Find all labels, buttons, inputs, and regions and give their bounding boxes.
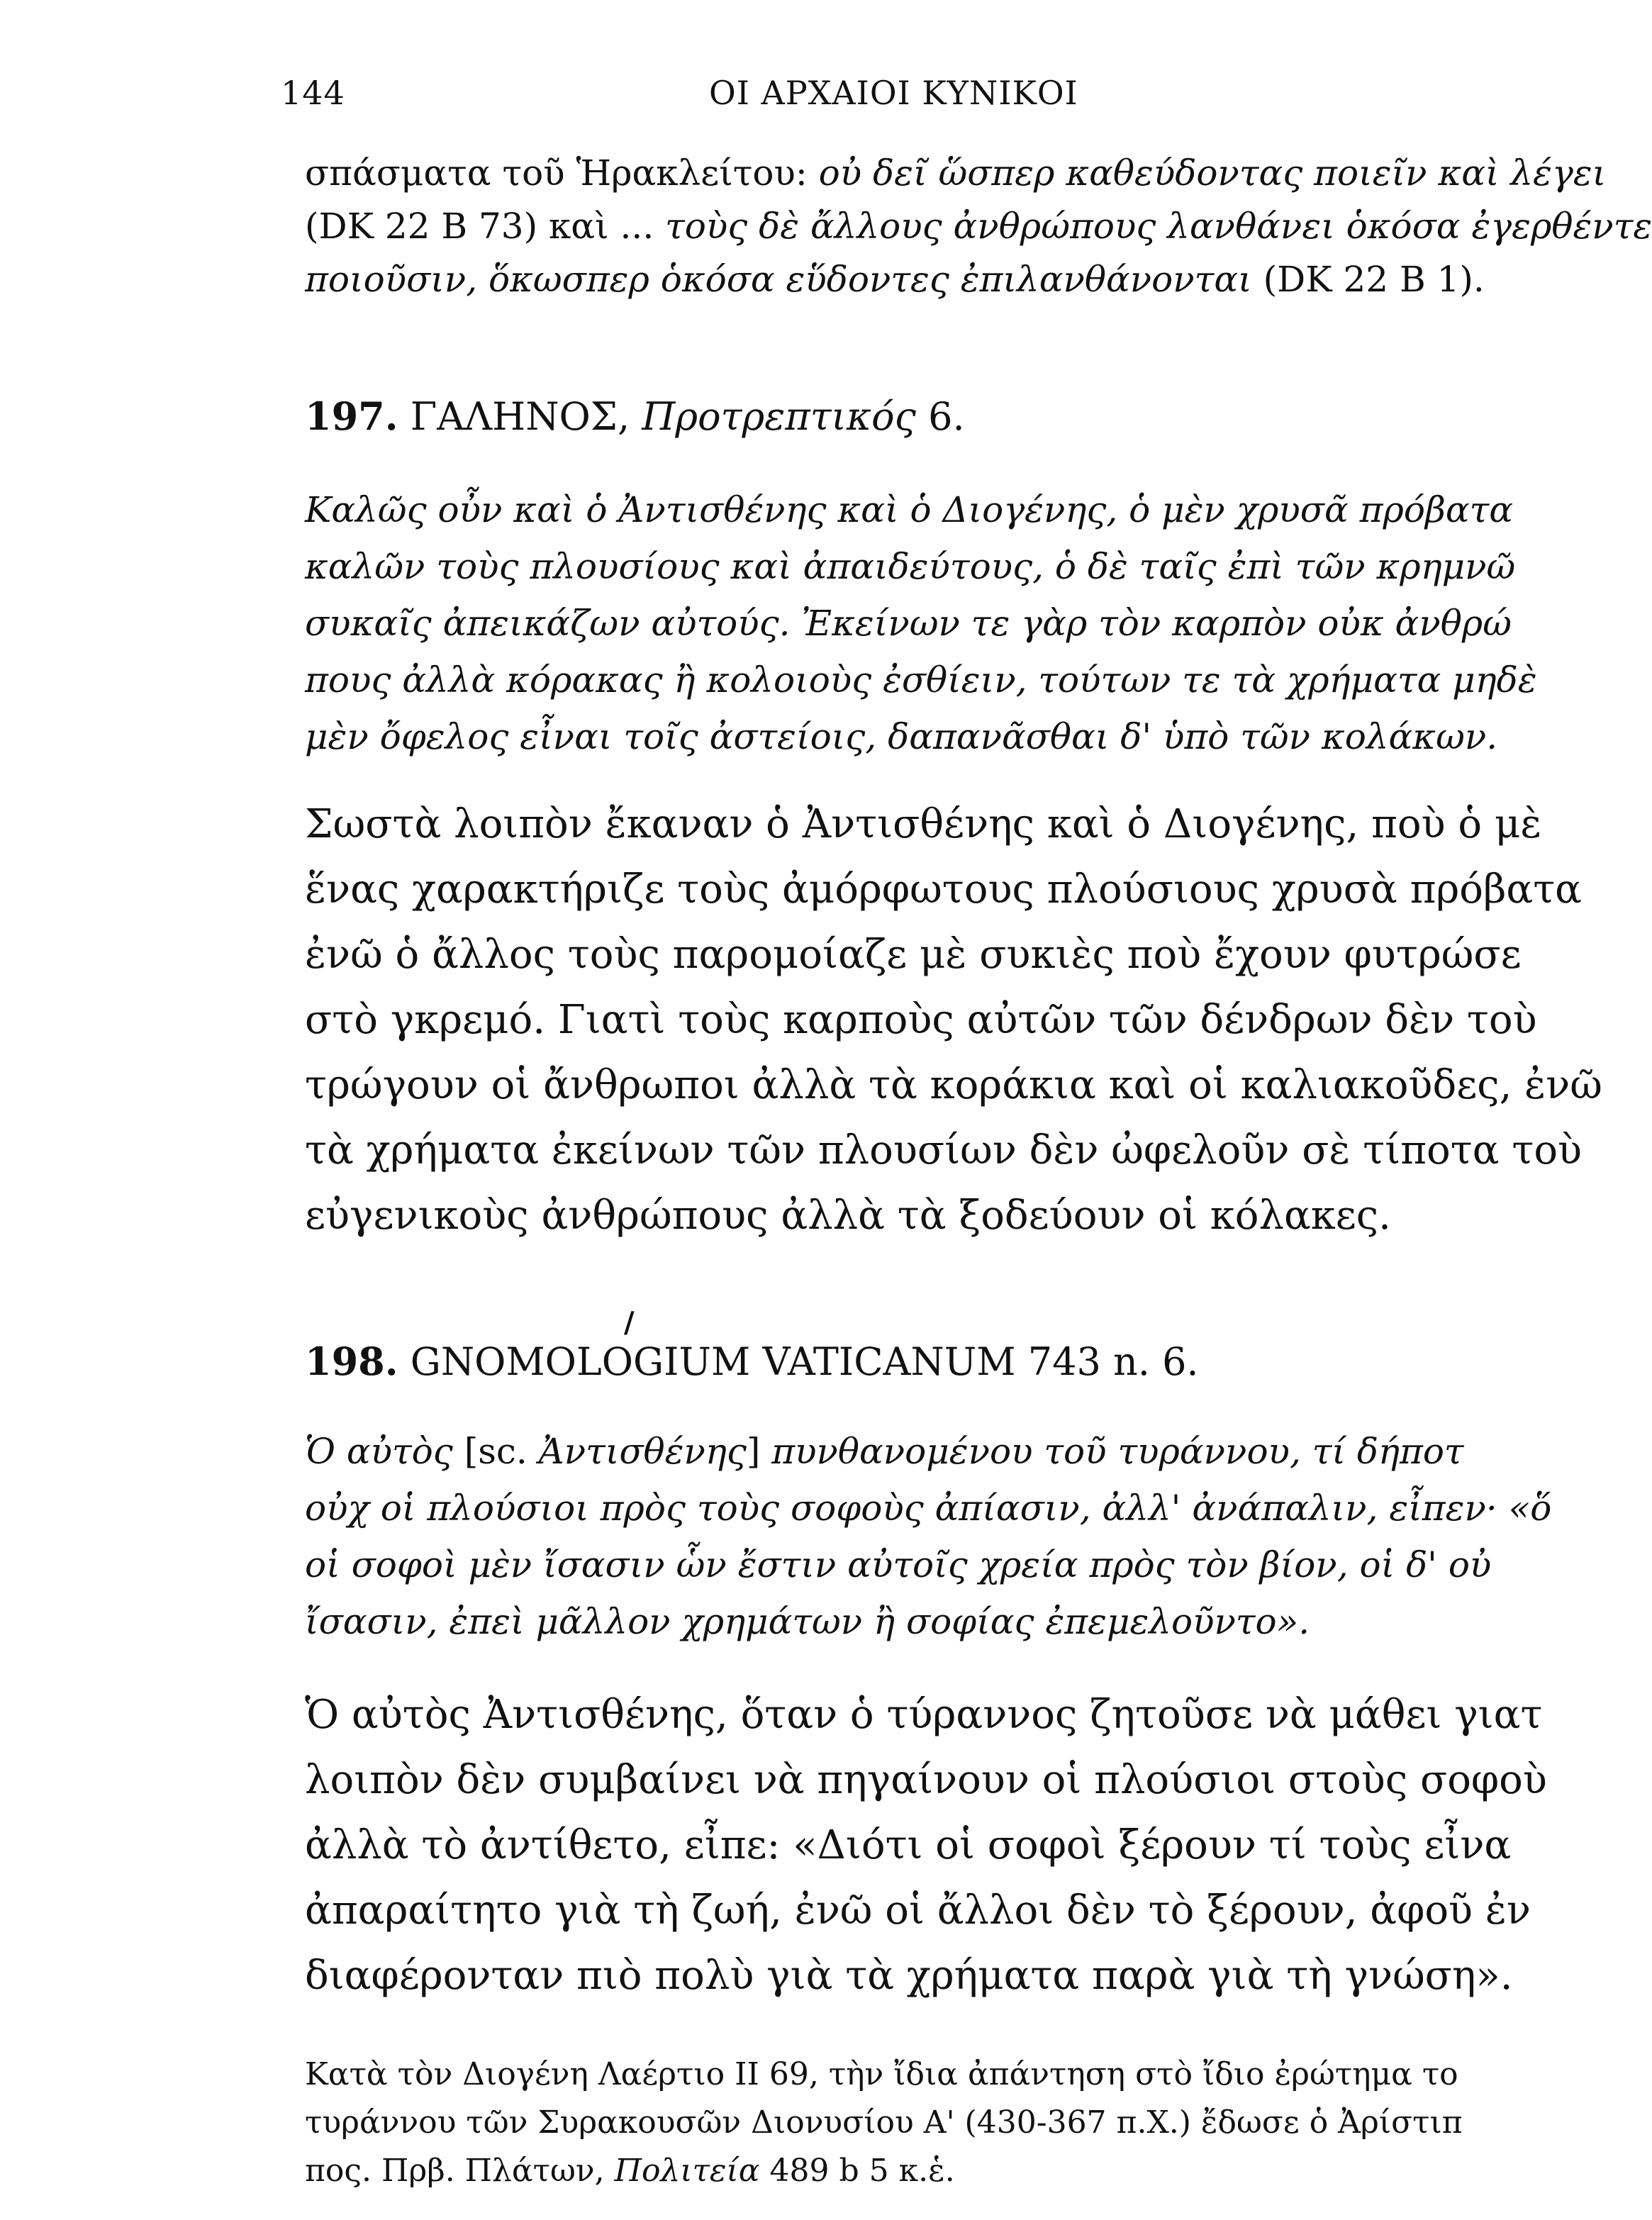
section-198-greek-line-2: οὐχ οἱ πλούσιοι πρὸς τοὺς σοφοὺς ἀπίασιν, ἀλλ' ἀνάπαλιν, εἶπεν· «ὅ	[305, 1488, 1552, 1529]
section-197-greek-line-1: Καλῶς οὖν καὶ ὁ Ἀντισθένης καὶ ὁ Διογένης, ὁ μὲν χρυσᾶ πρόβατα	[305, 489, 1514, 530]
section-198-translation-line-3: ἀλλὰ τὸ ἀντίθετο, εἶπε: «Διότι οἱ σοφοὶ ξέρουν τί τοὺς εἶνα	[305, 1822, 1512, 1868]
section-197-author: ΓΑΛΗΝΟΣ,	[398, 394, 642, 439]
section-198-greek-line-1-e: πυνθανομένου τοῦ τυράννου, τί δήποτ	[771, 1431, 1464, 1472]
note-line-1: Κατὰ τὸν Διογένη Λαέρτιο ΙΙ 69, τὴν ἴδια ἀπάντηση στὸ ἴδιο ἐρώτημα το	[305, 2056, 1458, 2092]
section-197-greek-line-3: συκαῖς ἀπεικάζων αὐτούς. Ἐκείνων τε γὰρ τὸν καρπὸν οὐκ ἀνθρώ	[305, 603, 1512, 644]
section-197-translation-line-6: τὰ χρήματα ἐκείνων τῶν πλουσίων δὲν ὠφελοῦν σὲ τίποτα τοὺ	[305, 1127, 1583, 1173]
section-197-heading	[305, 394, 965, 439]
section-198-translation-line-1: Ὁ αὐτὸς Ἀντισθένης, ὅταν ὁ τύραννος ζητοῦσε νὰ μάθει γιατ	[305, 1692, 1543, 1738]
page-number: 144	[281, 74, 345, 112]
section-198-translation-line-2: λοιπὸν δὲν συμβαίνει νὰ πηγαίνουν οἱ πλούσιοι στοὺς σοφοὺ	[305, 1757, 1547, 1803]
intro-line-1-text: σπάσματα τοῦ Ἡρακλείτου:	[305, 152, 819, 194]
intro-line-3	[305, 259, 1485, 300]
section-198-greek-line-1	[305, 1431, 1464, 1472]
section-197-translation-line-1: Σωστὰ λοιπὸν ἔκαναν ὁ Ἀντισθένης καὶ ὁ Διογένης, ποὺ ὁ μὲ	[305, 801, 1542, 847]
section-198-greek-line-3: οἱ σοφοὶ μὲν ἴσασιν ὧν ἔστιν αὐτοῖς χρεία πρὸς τὸν βίον, οἱ δ' οὐ	[305, 1544, 1492, 1585]
section-198-greek-line-1-b: [sc.	[464, 1431, 539, 1472]
margin-mark: /	[624, 1306, 635, 1339]
intro-line-3-quote: ποιοῦσιν, ὅκωσπερ ὁκόσα εὕδοντες ἐπιλανθάνονται	[305, 259, 1252, 300]
intro-line-2-quote: τοὺς δὲ ἄλλους ἀνθρώπους λανθάνει ὁκόσα ἐγερθέντε	[665, 206, 1652, 247]
section-198-greek-line-4: ἴσασιν, ἐπεὶ μᾶλλον χρημάτων ἢ σοφίας ἐπεμελοῦντο».	[305, 1601, 1310, 1642]
section-197-ref: 6.	[915, 394, 965, 439]
section-197-number: 197.	[305, 394, 398, 439]
section-198-source: GNOMOLOGIUM VATICANUM 743 n. 6.	[398, 1339, 1199, 1384]
note-line-3-c: 489 b 5 κ.ἑ.	[759, 2153, 955, 2189]
section-198-translation-line-5: διαφέρονταν πιὸ πολὺ γιὰ τὰ χρήματα παρὰ γιὰ τὴ γνώση».	[305, 1953, 1513, 1999]
intro-line-2	[305, 206, 1652, 247]
section-197-translation-line-3: ἐνῶ ὁ ἄλλος τοὺς παρομοίαζε μὲ συκιὲς ποὺ ἔχουν φυτρώσε	[305, 932, 1522, 978]
section-198-greek-line-1-a: Ὁ αὐτὸς	[305, 1431, 464, 1472]
section-198-greek-line-1-c: Ἀντισθένης	[538, 1431, 747, 1472]
section-197-translation-line-4: στὸ γκρεμό. Γιατὶ τοὺς καρποὺς αὐτῶν τῶν δένδρων δὲν τοὺ	[305, 997, 1537, 1043]
section-197-greek-line-2: καλῶν τοὺς πλουσίους καὶ ἀπαιδεύτους, ὁ δὲ ταῖς ἐπὶ τῶν κρημνῶ	[305, 546, 1516, 587]
note-line-3-work: Πολιτεία	[614, 2153, 760, 2189]
section-198-heading	[305, 1339, 1199, 1384]
section-197-work: Προτρεπτικός	[642, 394, 916, 439]
note-line-2: τυράννου τῶν Συρακουσῶν Διονυσίου Α' (430-367 π.Χ.) ἔδωσε ὁ Ἀρίστιπ	[305, 2104, 1463, 2141]
intro-line-2-text: (DK 22 B 73) καὶ ...	[305, 206, 666, 247]
section-197-translation-line-2: ἕνας χαρακτήριζε τοὺς ἀμόρφωτους πλούσιους χρυσὰ πρόβατα	[305, 866, 1582, 913]
running-title: ΟΙ ΑΡΧΑΙΟΙ ΚΥΝΙΚΟΙ	[709, 74, 1078, 112]
section-198-greek-line-1-d: ]	[746, 1431, 772, 1472]
section-198-translation-line-4: ἀπαραίτητο γιὰ τὴ ζωή, ἐνῶ οἱ ἄλλοι δὲν τὸ ξέρουν, ἀφοῦ ἐν	[305, 1887, 1531, 1934]
section-197-translation-line-5: τρώγουν οἱ ἄνθρωποι ἀλλὰ τὰ κοράκια καὶ οἱ καλιακοῦδες, ἐνῶ	[305, 1062, 1602, 1108]
note-line-3	[305, 2153, 955, 2189]
section-197-translation-line-7: εὐγενικοὺς ἀνθρώπους ἀλλὰ τὰ ξοδεύουν οἱ κόλακες.	[305, 1193, 1391, 1239]
section-197-greek-line-4: πους ἀλλὰ κόρακας ἢ κολοιοὺς ἐσθίειν, τούτων τε τὰ χρήματα μηδὲ	[305, 659, 1537, 701]
intro-line-3-ref: (DK 22 B 1).	[1251, 259, 1485, 300]
note-line-3-a: πος. Πρβ. Πλάτων,	[305, 2153, 615, 2189]
intro-line-1-quote: οὐ δεῖ ὥσπερ καθεύδοντας ποιεῖν καὶ λέγει	[818, 152, 1607, 194]
section-198-number: 198.	[305, 1339, 398, 1384]
intro-line-1	[305, 152, 1606, 194]
section-197-greek-line-5: μὲν ὄφελος εἶναι τοῖς ἀστείοις, δαπανᾶσθαι δ' ὑπὸ τῶν κολάκων.	[305, 716, 1498, 757]
